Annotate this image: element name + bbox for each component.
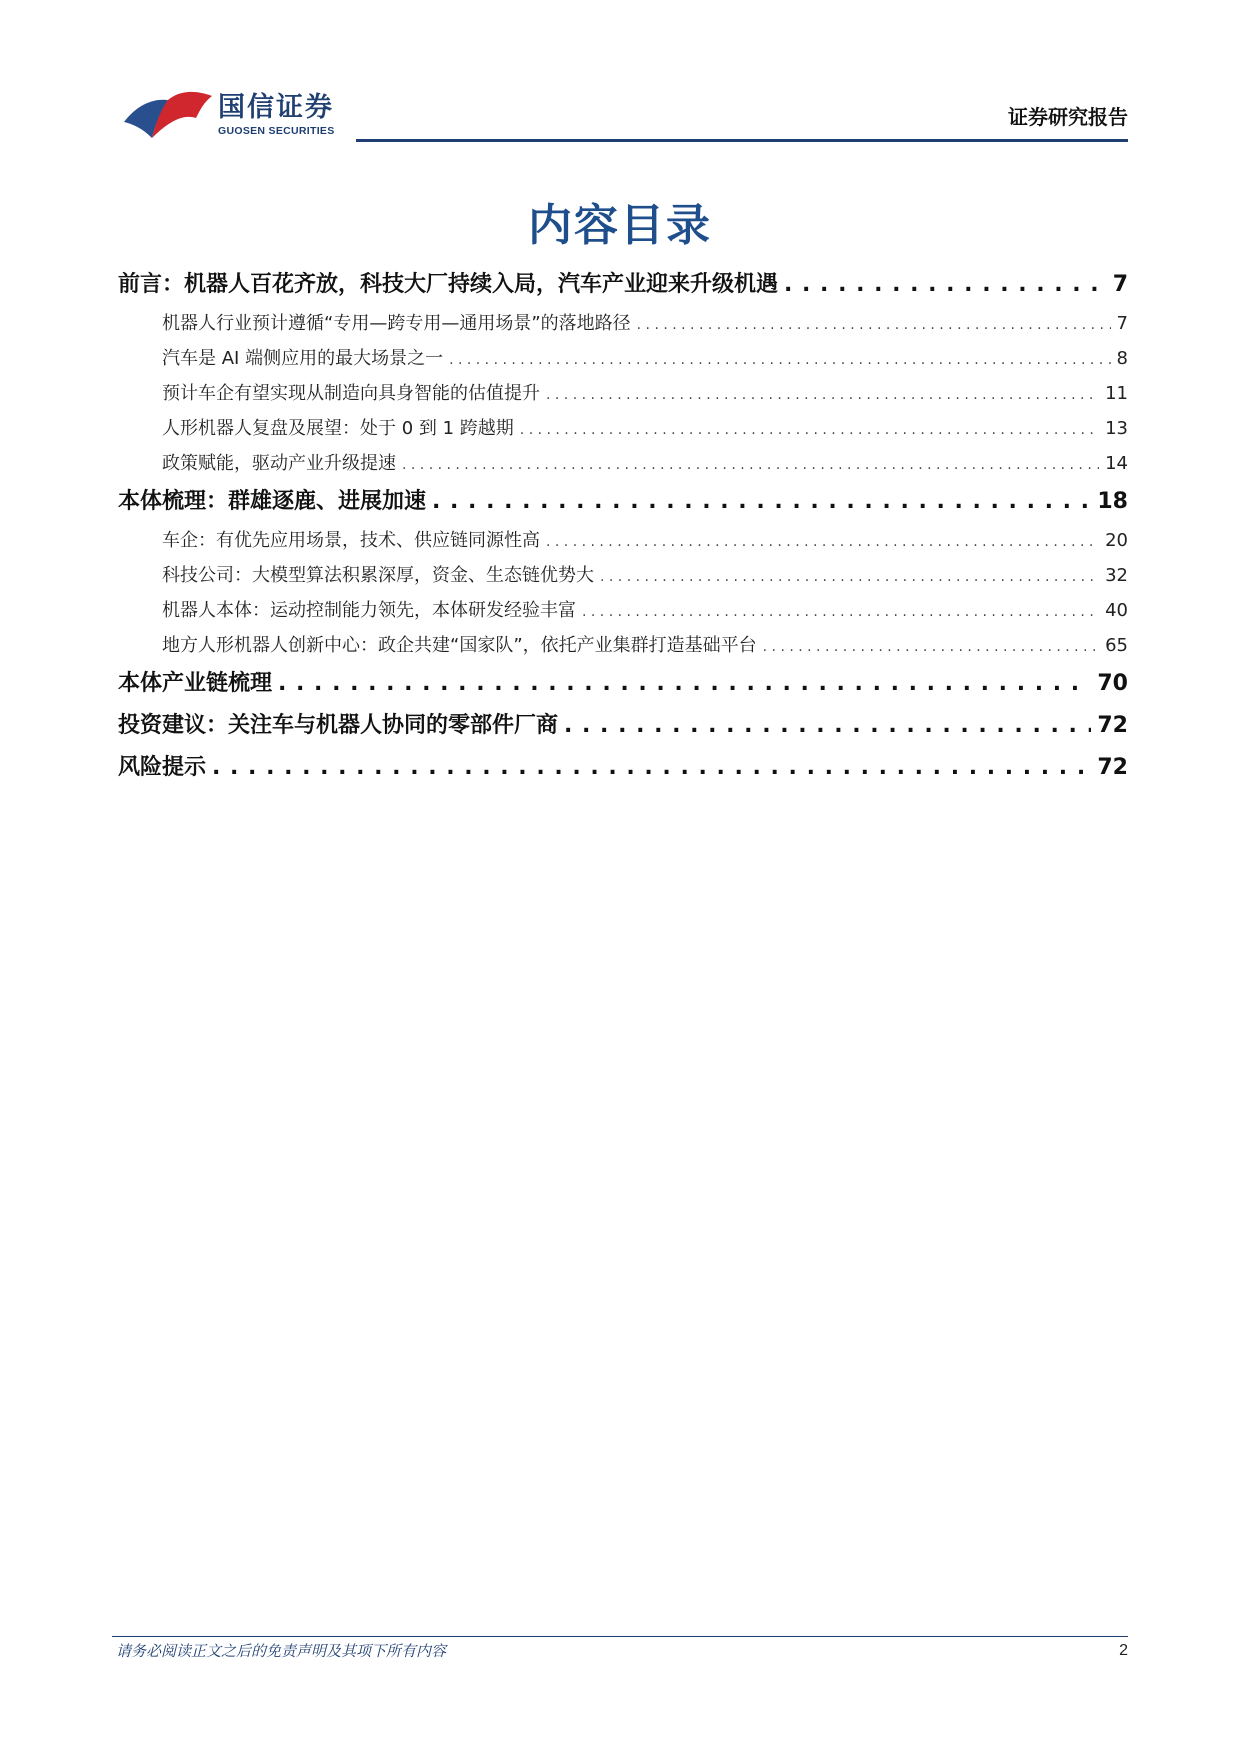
toc-subsection-entry[interactable] (118, 523, 1128, 558)
toc-entry-title: 政策赋能，驱动产业升级提速 (162, 453, 396, 474)
toc-section-entry[interactable] (118, 747, 1128, 789)
table-of-contents (118, 264, 1128, 789)
toc-section-entry[interactable] (118, 663, 1128, 705)
logo-chinese-name: 国信证券 (218, 92, 334, 123)
toc-dot-leader (432, 481, 1091, 523)
footer-disclaimer: 请务必阅读正文之后的免责声明及其项下所有内容 (116, 1642, 447, 1660)
toc-entry-page: 40 (1105, 600, 1128, 621)
toc-entry-title: 汽车是 AI 端侧应用的最大场景之一 (162, 348, 444, 369)
toc-entry-page: 13 (1105, 418, 1128, 439)
toc-entry-title: 机器人行业预计遵循“专用—跨专用—通用场景”的落地路径 (162, 313, 631, 334)
toc-subsection-entry[interactable] (118, 306, 1128, 341)
toc-dot-leader (546, 523, 1099, 560)
guosen-logo-icon (122, 86, 214, 146)
toc-section-entry[interactable] (118, 264, 1128, 306)
toc-dot-leader (763, 628, 1099, 665)
toc-entry-title: 科技公司：大模型算法积累深厚，资金、生态链优势大 (162, 565, 594, 586)
toc-dot-leader (212, 747, 1091, 789)
toc-subsection-entry[interactable] (118, 376, 1128, 411)
toc-dot-leader (564, 705, 1091, 747)
toc-entry-title: 人形机器人复盘及展望：处于 0 到 1 跨越期 (162, 418, 514, 439)
toc-subsection-entry[interactable] (118, 593, 1128, 628)
toc-entry-page: 70 (1097, 671, 1128, 696)
toc-entry-title: 机器人本体：运动控制能力领先，本体研发经验丰富 (162, 600, 576, 621)
toc-dot-leader (546, 376, 1099, 413)
toc-dot-leader (582, 593, 1099, 630)
toc-entry-page: 7 (1116, 313, 1128, 334)
toc-subsection-entry[interactable] (118, 628, 1128, 663)
toc-dot-leader (449, 341, 1110, 378)
toc-subsection-entry[interactable] (118, 558, 1128, 593)
toc-dot-leader (402, 446, 1099, 483)
toc-entry-page: 72 (1097, 755, 1128, 780)
toc-entry-page: 20 (1105, 530, 1128, 551)
toc-subsection-entry[interactable] (118, 341, 1128, 376)
toc-entry-page: 18 (1097, 489, 1128, 514)
toc-entry-page: 32 (1105, 565, 1128, 586)
report-type-label: 证券研究报告 (1008, 105, 1128, 129)
toc-dot-leader (278, 663, 1091, 705)
toc-entry-title: 风险提示 (118, 755, 207, 780)
footer-divider (112, 1636, 1128, 1637)
toc-entry-page: 8 (1116, 348, 1128, 369)
page-number: 2 (1119, 1642, 1128, 1659)
toc-dot-leader (784, 264, 1107, 306)
toc-subsection-entry[interactable] (118, 446, 1128, 481)
toc-entry-title: 预计车企有望实现从制造向具身智能的估值提升 (162, 383, 540, 404)
toc-entry-title: 本体梳理：群雄逐鹿、进展加速 (118, 489, 427, 514)
toc-title: 内容目录 (528, 200, 712, 251)
toc-entry-page: 11 (1105, 383, 1128, 404)
page-header (0, 0, 1240, 150)
toc-dot-leader (520, 411, 1099, 448)
toc-dot-leader (637, 306, 1111, 343)
toc-section-entry[interactable] (118, 481, 1128, 523)
toc-entry-title: 地方人形机器人创新中心：政企共建“国家队”，依托产业集群打造基础平台 (162, 635, 757, 656)
header-divider (356, 139, 1128, 142)
logo-english-name: GUOSEN SECURITIES (218, 125, 335, 137)
toc-entry-page: 14 (1105, 453, 1128, 474)
toc-entry-page: 7 (1112, 272, 1128, 297)
toc-section-entry[interactable] (118, 705, 1128, 747)
toc-entry-page: 65 (1105, 635, 1128, 656)
toc-entry-title: 前言：机器人百花齐放，科技大厂持续入局，汽车产业迎来升级机遇 (118, 272, 779, 297)
toc-entry-page: 72 (1097, 713, 1128, 738)
toc-entry-title: 车企：有优先应用场景，技术、供应链同源性高 (162, 530, 540, 551)
toc-subsection-entry[interactable] (118, 411, 1128, 446)
toc-dot-leader (600, 558, 1099, 595)
toc-entry-title: 本体产业链梳理 (118, 671, 273, 696)
toc-entry-title: 投资建议：关注车与机器人协同的零部件厂商 (118, 713, 559, 738)
